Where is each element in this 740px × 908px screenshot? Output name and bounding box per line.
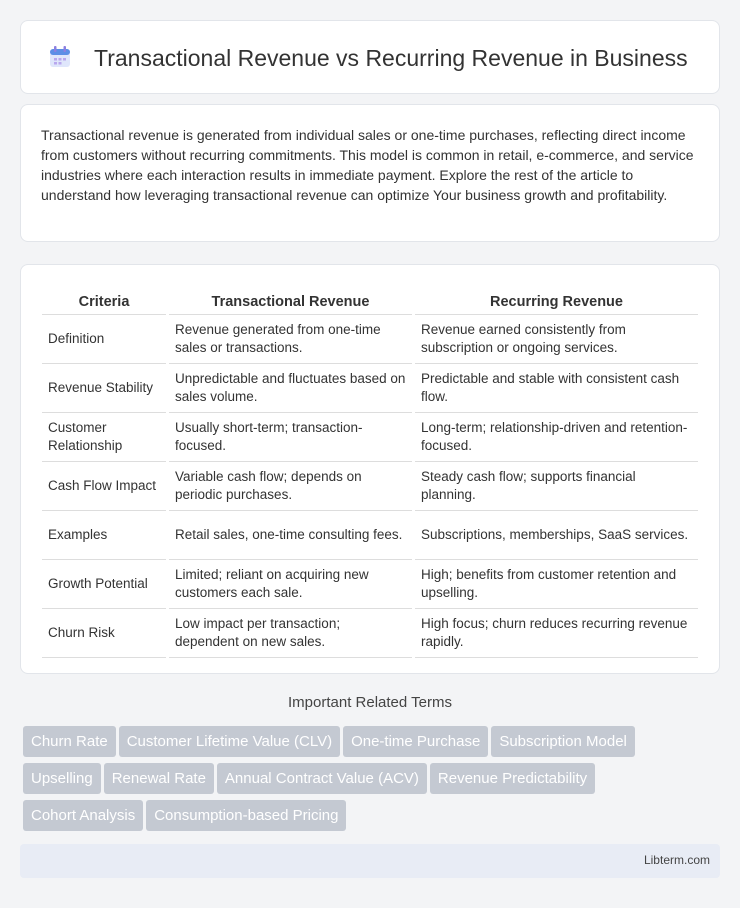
- table-cell: Retail sales, one-time consulting fees.: [169, 511, 412, 560]
- related-term-tag[interactable]: Cohort Analysis: [23, 800, 143, 831]
- related-term-tag[interactable]: One-time Purchase: [343, 726, 488, 757]
- related-terms-list: [23, 726, 723, 837]
- table-row: [42, 462, 698, 511]
- intro-card: [20, 104, 720, 242]
- related-term-tag[interactable]: Renewal Rate: [104, 763, 214, 794]
- related-term-tag[interactable]: Revenue Predictability: [430, 763, 595, 794]
- table-cell: Limited; reliant on acquiring new customers each sale.: [169, 560, 412, 609]
- comparison-card: [20, 264, 720, 674]
- table-cell: High; benefits from customer retention and upselling.: [415, 560, 698, 609]
- related-term-tag[interactable]: Annual Contract Value (ACV): [217, 763, 427, 794]
- intro-paragraph: Transactional revenue is generated from individual sales or one-time purchases, reflecting direct income from customers without recurring commitments. This model is common in retail, e-commerce, and service industries where each interaction results in immediate payment. Explore the rest of the article to understand how leveraging transactional revenue can optimize Your business growth and profitability.: [41, 127, 694, 203]
- table-cell: Revenue generated from one-time sales or transactions.: [169, 315, 412, 364]
- column-header: Recurring Revenue: [415, 285, 698, 315]
- table-cell: Variable cash flow; depends on periodic purchases.: [169, 462, 412, 511]
- comparison-table: [39, 285, 701, 658]
- table-row: [42, 609, 698, 658]
- table-cell: Examples: [42, 511, 166, 560]
- related-term-tag[interactable]: Churn Rate: [23, 726, 116, 757]
- table-row: [42, 364, 698, 413]
- calendar-icon: [47, 44, 73, 70]
- footer: [20, 844, 720, 878]
- table-cell: Customer Relationship: [42, 413, 166, 462]
- related-term-tag[interactable]: Upselling: [23, 763, 101, 794]
- table-cell: Long-term; relationship-driven and retention-focused.: [415, 413, 698, 462]
- table-cell: Usually short-term; transaction-focused.: [169, 413, 412, 462]
- table-cell: Cash Flow Impact: [42, 462, 166, 511]
- related-term-tag[interactable]: Subscription Model: [491, 726, 635, 757]
- table-cell: Definition: [42, 315, 166, 364]
- table-header-row: [42, 285, 698, 315]
- column-header: Transactional Revenue: [169, 285, 412, 315]
- table-cell: Revenue Stability: [42, 364, 166, 413]
- table-cell: Low impact per transaction; dependent on new sales.: [169, 609, 412, 658]
- table-cell: Churn Risk: [42, 609, 166, 658]
- header-card: [20, 20, 720, 94]
- related-term-tag[interactable]: Consumption-based Pricing: [146, 800, 346, 831]
- related-term-tag[interactable]: Customer Lifetime Value (CLV): [119, 726, 340, 757]
- table-cell: High focus; churn reduces recurring revenue rapidly.: [415, 609, 698, 658]
- table-row: [42, 560, 698, 609]
- table-cell: Subscriptions, memberships, SaaS services.: [415, 511, 698, 560]
- table-cell: Unpredictable and fluctuates based on sales volume.: [169, 364, 412, 413]
- table-row: [42, 315, 698, 364]
- table-cell: Growth Potential: [42, 560, 166, 609]
- table-cell: Steady cash flow; supports financial planning.: [415, 462, 698, 511]
- table-cell: Predictable and stable with consistent cash flow.: [415, 364, 698, 413]
- footer-brand[interactable]: Libterm.com: [643, 853, 710, 867]
- table-cell: Revenue earned consistently from subscription or ongoing services.: [415, 315, 698, 364]
- column-header: Criteria: [42, 285, 166, 315]
- page-title: Transactional Revenue vs Recurring Revenue in Business: [94, 45, 688, 71]
- related-terms-title: Important Related Terms: [288, 694, 452, 711]
- table-row: [42, 511, 698, 560]
- table-row: [42, 413, 698, 462]
